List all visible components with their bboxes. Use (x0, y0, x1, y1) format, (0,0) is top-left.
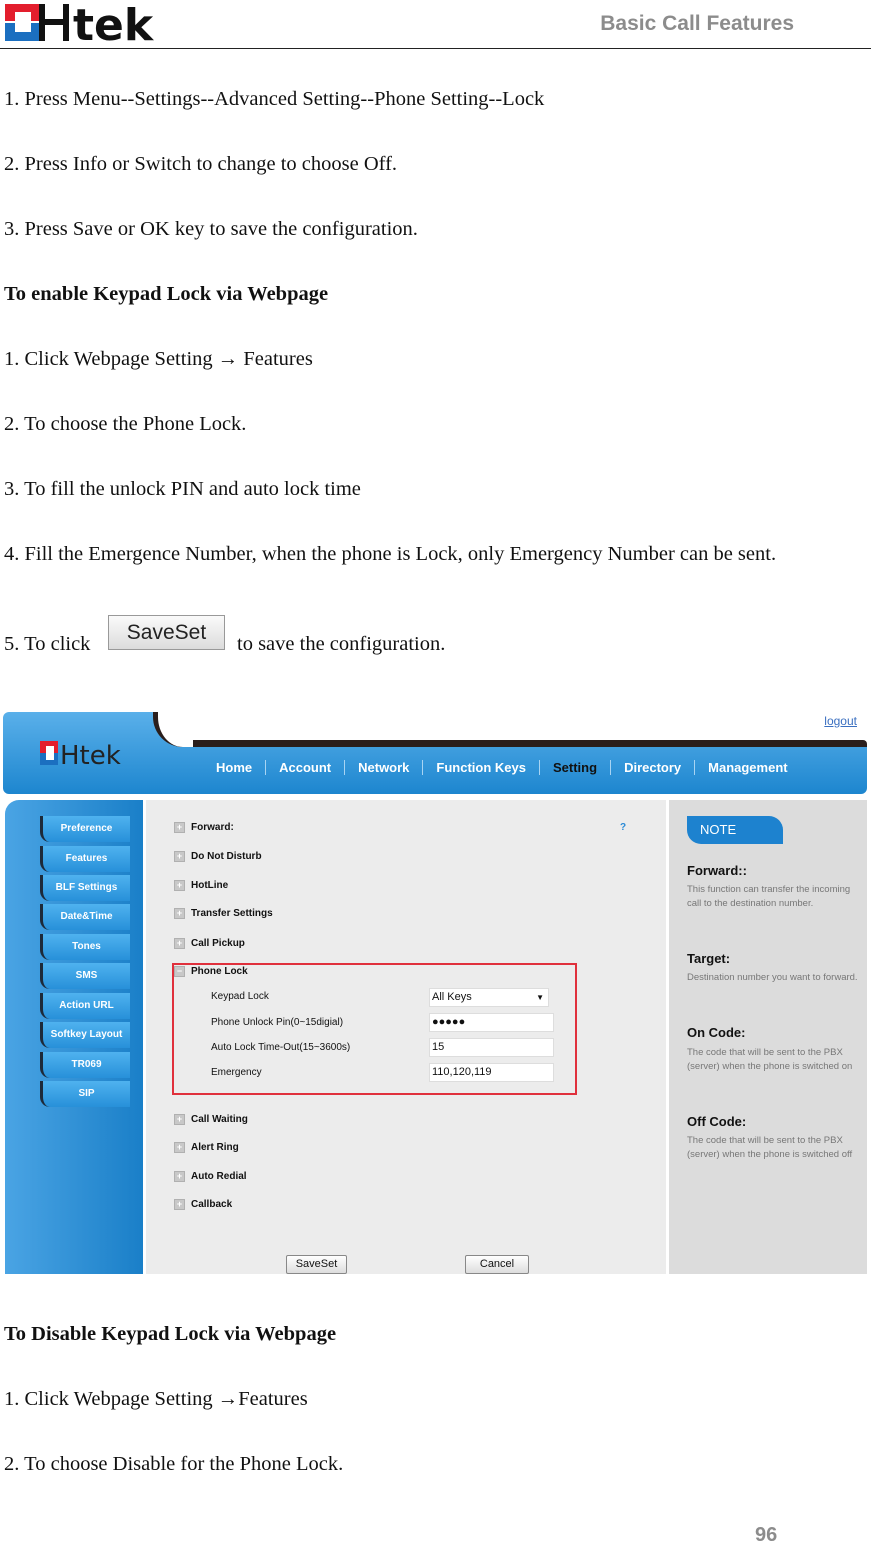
expand-icon: + (174, 1142, 185, 1153)
note-text: Destination number you want to forward. (687, 972, 858, 983)
sidebar-item-blf-settings[interactable]: BLF Settings (40, 875, 130, 901)
nav-management[interactable]: Management (694, 760, 800, 775)
sidebar-item-date-time[interactable]: Date&Time (40, 904, 130, 930)
emergency-input[interactable]: 110,120,119 (429, 1063, 554, 1082)
sidebar-item-tones[interactable]: Tones (40, 934, 130, 960)
section-auto-redial[interactable] (174, 1171, 247, 1182)
help-icon[interactable]: ? (620, 822, 627, 833)
section-label: Alert Ring (191, 1142, 239, 1153)
step-text: 2. To choose Disable for the Phone Lock. (4, 1453, 344, 1475)
section-label: Phone Lock (191, 966, 248, 977)
section-hotline[interactable] (174, 880, 228, 891)
section-phone-lock[interactable] (174, 966, 248, 977)
note-text: This function can transfer the incoming call to the destination number. (687, 884, 851, 909)
logout-link[interactable]: logout (824, 714, 857, 728)
field-label: Auto Lock Time-Out(15~3600s) (211, 1042, 351, 1053)
webpage-screenshot (3, 712, 867, 1274)
expand-icon: + (174, 908, 185, 919)
keypad-lock-select[interactable] (429, 988, 549, 1007)
note-heading: Off Code: (687, 1114, 747, 1129)
svg-text:Htek: Htek (60, 741, 121, 767)
note-heading: Target: (687, 951, 731, 966)
expand-icon: + (174, 880, 185, 891)
step-text: 2. To choose the Phone Lock. (4, 413, 247, 435)
section-heading: To enable Keypad Lock via Webpage (4, 283, 329, 305)
step-text: 1. Click Webpage Setting →Features (4, 1388, 308, 1410)
section-label: Call Pickup (191, 938, 245, 949)
sidebar-item-features[interactable]: Features (40, 846, 130, 872)
step-text: 3. Press Save or OK key to save the configuration. (4, 218, 418, 240)
section-label: Callback (191, 1199, 233, 1210)
section-label: Call Waiting (191, 1114, 248, 1125)
expand-icon: + (174, 1114, 185, 1125)
expand-icon: + (174, 1199, 185, 1210)
cancel-button[interactable]: Cancel (465, 1255, 529, 1274)
web-logo (38, 739, 148, 767)
step-text: 3. To fill the unlock PIN and auto lock time (4, 478, 361, 500)
sidebar (5, 800, 143, 1274)
main-panel (146, 800, 666, 1274)
field-label: Emergency (211, 1067, 262, 1078)
note-tab: NOTE (687, 816, 783, 844)
sidebar-item-sip[interactable]: SIP (40, 1081, 130, 1107)
note-heading: On Code: (687, 1025, 746, 1040)
page-number: 96 (755, 1524, 778, 1546)
sidebar-item-preference[interactable]: Preference (40, 816, 130, 842)
header-divider (0, 48, 871, 49)
select-value: All Keys (432, 991, 472, 1003)
step-text: 1. Press Menu--Settings--Advanced Setting--Phone Setting--Lock (4, 88, 545, 110)
section-label: HotLine (191, 880, 229, 891)
section-label: Do Not Disturb (191, 851, 262, 862)
section-call-waiting[interactable] (174, 1114, 248, 1125)
sidebar-item-sms[interactable]: SMS (40, 963, 130, 989)
nav-setting[interactable]: Setting (539, 760, 610, 775)
main-nav (203, 760, 801, 775)
section-label: Transfer Settings (191, 908, 273, 919)
dropdown-arrow-icon: ▼ (536, 993, 544, 1002)
note-text: The code that will be sent to the PBX (server) when the phone is switched on (687, 1047, 853, 1072)
top-bar-stripe (178, 740, 867, 747)
sidebar-item-tr069[interactable]: TR069 (40, 1052, 130, 1078)
field-label: Phone Unlock Pin(0~15digial) (211, 1017, 344, 1028)
section-label: Forward: (191, 822, 234, 833)
section-callback[interactable] (174, 1199, 232, 1210)
sidebar-item-softkey-layout[interactable]: Softkey Layout (40, 1022, 130, 1048)
expand-icon: + (174, 938, 185, 949)
svg-text:tek: tek (73, 2, 154, 42)
note-panel (669, 800, 867, 1274)
nav-home[interactable]: Home (216, 760, 253, 775)
section-forward[interactable] (174, 822, 234, 833)
collapse-icon: − (174, 966, 185, 977)
section-alert-ring[interactable] (174, 1142, 239, 1153)
nav-function-keys[interactable]: Function Keys (422, 760, 539, 775)
sidebar-item-action-url[interactable]: Action URL (40, 993, 130, 1019)
field-label: Keypad Lock (211, 991, 269, 1002)
nav-account[interactable]: Account (265, 760, 344, 775)
section-heading: To Disable Keypad Lock via Webpage (4, 1323, 337, 1345)
step-text: 4. Fill the Emergence Number, when the phone is Lock, only Emergency Number can be sent. (4, 543, 777, 565)
note-text: The code that will be sent to the PBX (server) when the phone is switched off (687, 1135, 853, 1160)
saveset-button-image: SaveSet (108, 615, 225, 650)
section-label: Auto Redial (191, 1171, 247, 1182)
auto-lock-timeout-input[interactable]: 15 (429, 1038, 554, 1057)
section-do-not-disturb[interactable] (174, 851, 262, 862)
step-text: 2. Press Info or Switch to change to choose Off. (4, 153, 398, 175)
nav-directory[interactable]: Directory (610, 760, 694, 775)
note-heading: Forward:: (687, 863, 747, 878)
unlock-pin-input[interactable]: ●●●●● (429, 1013, 554, 1032)
header-title: Basic Call Features (600, 12, 794, 35)
nav-network[interactable]: Network (344, 760, 422, 775)
step-text: 1. Click Webpage Setting → Features (4, 348, 313, 370)
htek-logo (3, 2, 193, 42)
step-text: to save the configuration. (237, 633, 446, 655)
section-transfer-settings[interactable] (174, 908, 273, 919)
expand-icon: + (174, 851, 185, 862)
expand-icon: + (174, 1171, 185, 1182)
expand-icon: + (174, 822, 185, 833)
step-text: 5. To click (4, 633, 91, 655)
saveset-button[interactable]: SaveSet (286, 1255, 347, 1274)
section-call-pickup[interactable] (174, 938, 245, 949)
